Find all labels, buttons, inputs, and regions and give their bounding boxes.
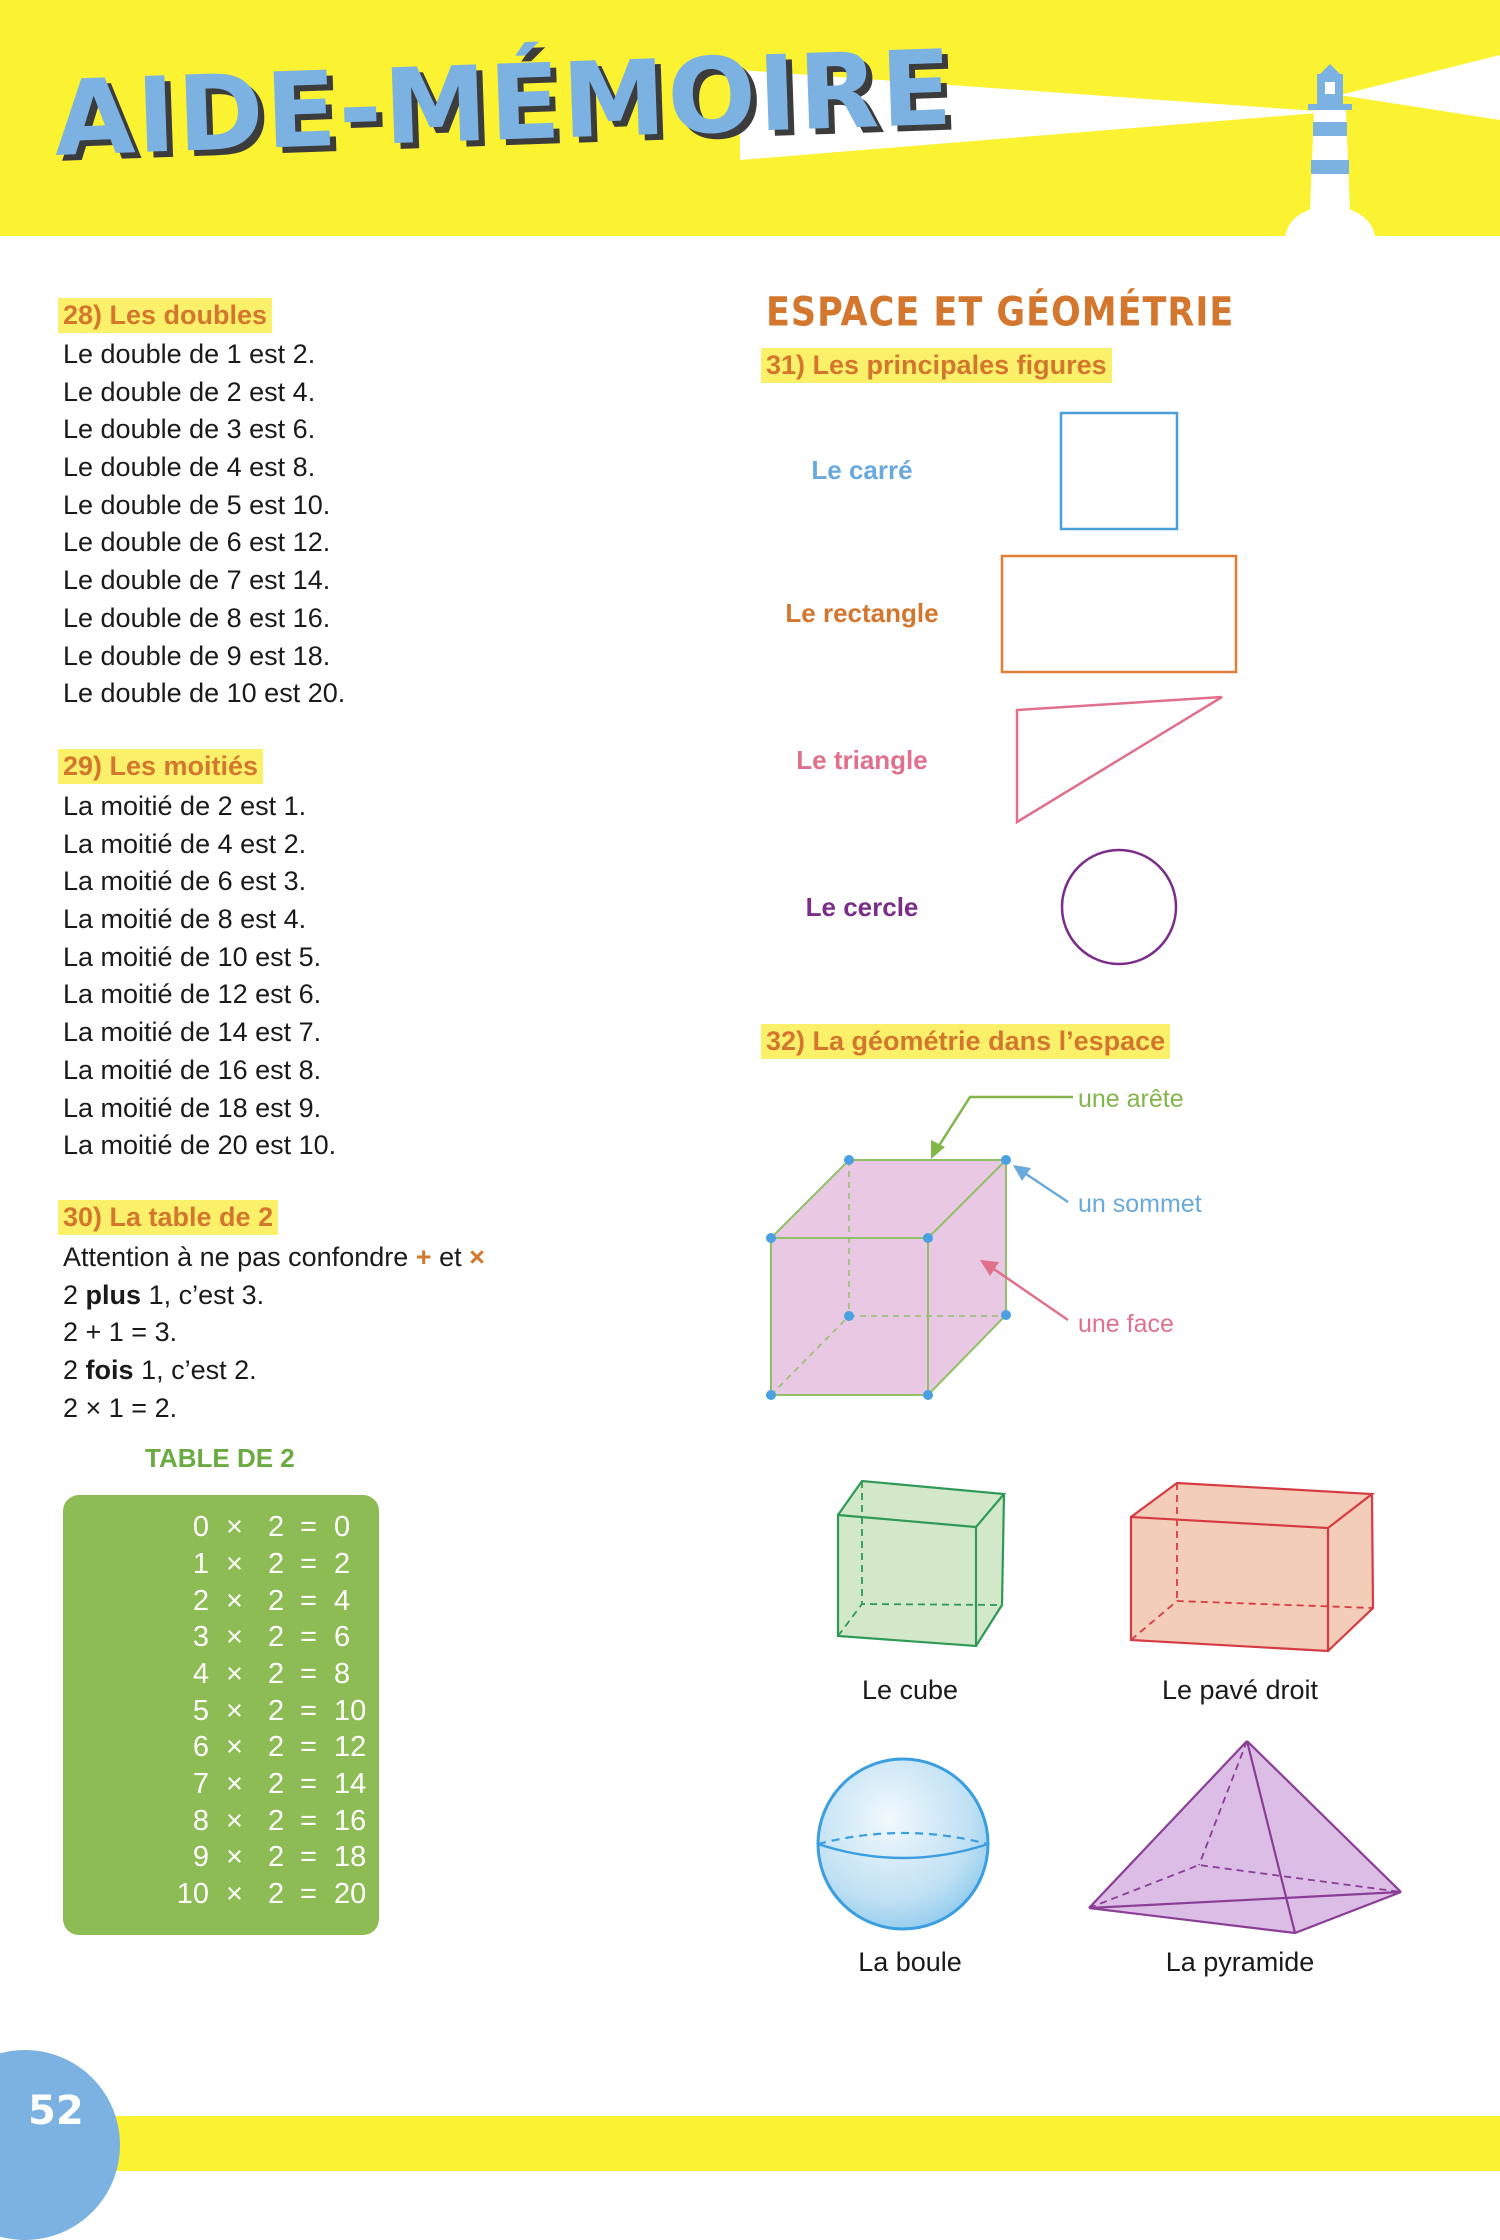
list-item: La moitié de 10 est 5. [63,941,322,972]
annotation-arete: une arête [1078,1085,1184,1113]
pyramide-solid [1089,1741,1401,1933]
table-row: 9 × 2 = 18 [192,1841,367,1873]
circle-shape [1062,850,1176,964]
list-item: Le double de 1 est 2. [63,339,316,369]
table-row: 0 × 2 = 0 [192,1511,351,1543]
list-item: Le double de 6 est 12. [63,527,331,558]
table-row: 6 × 2 = 12 [192,1731,367,1763]
cube-solid [838,1481,1004,1646]
label-boule: La boule [858,1947,962,1977]
list-item: La moitié de 12 est 6. [63,979,322,1010]
list-item: La moitié de 2 est 1. [63,791,307,821]
boule-solid [818,1759,988,1929]
list-item: Le double de 2 est 4. [63,376,316,407]
table-row: 3 × 2 = 6 [192,1621,351,1653]
label-carre: Le carré [811,455,913,485]
list-item: La moitié de 6 est 3. [63,866,307,897]
fois-line: 2 fois 1, c’est 2. [63,1355,257,1386]
footer-band [0,2116,1500,2171]
times-sign: × [469,1242,485,1272]
table-row: 5 × 2 = 10 [192,1695,367,1727]
geometry-heading: ESPACE ET GÉOMÉTRIE [766,290,1235,336]
list-item: La moitié de 18 est 9. [63,1092,322,1123]
label-cercle: Le cercle [805,892,919,922]
label-cube: Le cube [861,1675,959,1705]
table-row: 1 × 2 = 2 [192,1548,351,1580]
label-triangle: Le triangle [796,745,928,775]
plus-equation: 2 + 1 = 3. [63,1317,178,1348]
table-row: 4 × 2 = 8 [192,1658,351,1690]
list-item: La moitié de 16 est 8. [63,1054,322,1085]
list-item: Le double de 4 est 8. [63,452,316,483]
rectangle-shape [1002,556,1236,672]
annotated-cube [766,1097,1073,1400]
list-item: Le double de 9 est 18. [63,640,331,671]
annotation-sommet: un sommet [1078,1190,1202,1218]
label-pyramide: La pyramide [1165,1947,1315,1977]
table-row: 8 × 2 = 16 [192,1805,367,1837]
section-title-figures: 31) Les principales figures [761,348,1112,383]
list-item: La moitié de 14 est 7. [63,1017,322,1048]
list-item: Le double de 10 est 20. [63,678,346,709]
plus-line: 2 plus 1, c’est 3. [63,1279,265,1310]
table-row: 10 × 2 = 20 [176,1878,367,1910]
list-item: La moitié de 4 est 2. [63,828,307,859]
label-pave-droit: Le pavé droit [1161,1675,1319,1705]
table-caption: TABLE DE 2 [145,1443,295,1473]
section-title-espace: 32) La géométrie dans l’espace [761,1024,1170,1059]
list-item: La moitié de 8 est 4. [63,904,307,935]
list-item: La moitié de 20 est 10. [63,1130,337,1161]
label-rectangle: Le rectangle [785,598,939,628]
square-shape [1061,413,1177,529]
table-row: 2 × 2 = 4 [192,1585,351,1617]
section-title-moities: 29) Les moitiés [58,749,263,784]
list-item: Le double de 5 est 10. [63,489,331,520]
section-title-doubles: 28) Les doubles [58,298,272,333]
table-row: 7 × 2 = 14 [192,1768,367,1800]
page-title: AIDE-MÉMOIRE [52,26,956,180]
pave-solid [1131,1483,1373,1651]
fois-equation: 2 × 1 = 2. [63,1392,178,1423]
section-title-table: 30) La table de 2 [58,1200,278,1235]
plus-sign: + [415,1242,432,1272]
annotation-face: une face [1078,1310,1174,1338]
page-number: 52 [28,2088,84,2134]
list-item: Le double de 8 est 16. [63,602,331,633]
list-item: Le double de 7 est 14. [63,565,331,596]
attention-line: Attention à ne pas confondre + et × [63,1242,485,1272]
triangle-shape [1017,697,1222,822]
list-item: Le double de 3 est 6. [63,414,316,445]
